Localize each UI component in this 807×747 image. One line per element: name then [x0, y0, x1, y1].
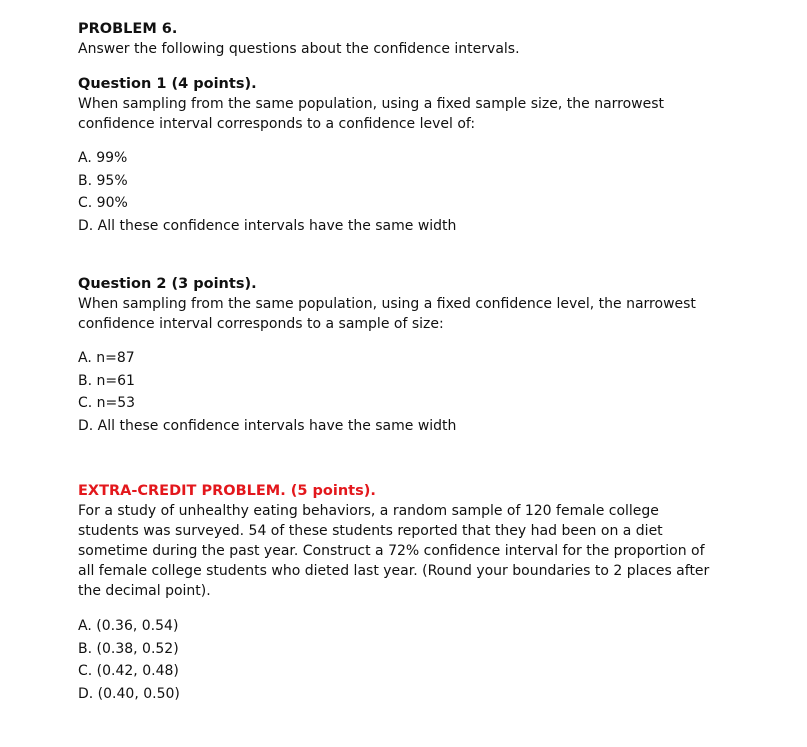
- question-1-text-line: confidence interval corresponds to a confidence level of:: [78, 116, 476, 132]
- extra-credit-text-line: For a study of unhealthy eating behaviors, a random sample of 120 female college: [78, 503, 659, 519]
- question-1-option-a: A. 99%: [78, 150, 128, 166]
- question-2-option-a: A. n=87: [78, 350, 135, 366]
- question-2-title: Question 2 (3 points).: [78, 276, 257, 292]
- question-2-section: [78, 274, 807, 437]
- problem-section: [78, 19, 807, 59]
- extra-credit-text-line: students was surveyed. 54 of these students reported that they had been on a diet: [78, 523, 663, 539]
- question-2-options: [78, 347, 807, 437]
- extra-credit-title: EXTRA-CREDIT PROBLEM. (5 points).: [78, 483, 376, 499]
- extra-credit-option-c: C. (0.42, 0.48): [78, 663, 179, 679]
- extra-credit-text: [78, 501, 807, 601]
- problem-title: PROBLEM 6.: [78, 21, 178, 37]
- problem-intro: Answer the following questions about the confidence intervals.: [78, 41, 520, 57]
- extra-credit-option-a: A. (0.36, 0.54): [78, 618, 179, 634]
- question-2-text: [78, 294, 807, 334]
- question-2-option-c: C. n=53: [78, 395, 136, 411]
- extra-credit-option-b: B. (0.38, 0.52): [78, 640, 179, 657]
- extra-credit-section: [78, 481, 807, 705]
- question-1-option-c: C. 90%: [78, 195, 128, 211]
- question-2-text-line: confidence interval corresponds to a sample of size:: [78, 316, 444, 332]
- extra-credit-text-line: sometime during the past year. Construct a 72% confidence interval for the proportion of: [78, 543, 705, 559]
- question-1-section: [78, 74, 807, 237]
- question-1-text-line: When sampling from the same population, using a fixed sample size, the narrowest: [78, 96, 665, 112]
- question-2-option-d: D. All these confidence intervals have the same width: [78, 417, 457, 434]
- extra-credit-options: [78, 615, 807, 705]
- question-2-text-line: When sampling from the same population, using a fixed confidence level, the narrowest: [78, 296, 696, 312]
- question-1-title: Question 1 (4 points).: [78, 76, 257, 92]
- extra-credit-text-line: all female college students who dieted last year. (Round your boundaries to 2 places after: [78, 563, 710, 579]
- question-2-option-b: B. n=61: [78, 372, 135, 389]
- question-1-option-b: B. 95%: [78, 172, 128, 189]
- question-1-options: [78, 147, 807, 237]
- extra-credit-option-d: D. (0.40, 0.50): [78, 685, 180, 702]
- extra-credit-text-line: the decimal point).: [78, 583, 211, 599]
- question-1-option-d: D. All these confidence intervals have the same width: [78, 217, 457, 234]
- question-1-text: [78, 94, 807, 134]
